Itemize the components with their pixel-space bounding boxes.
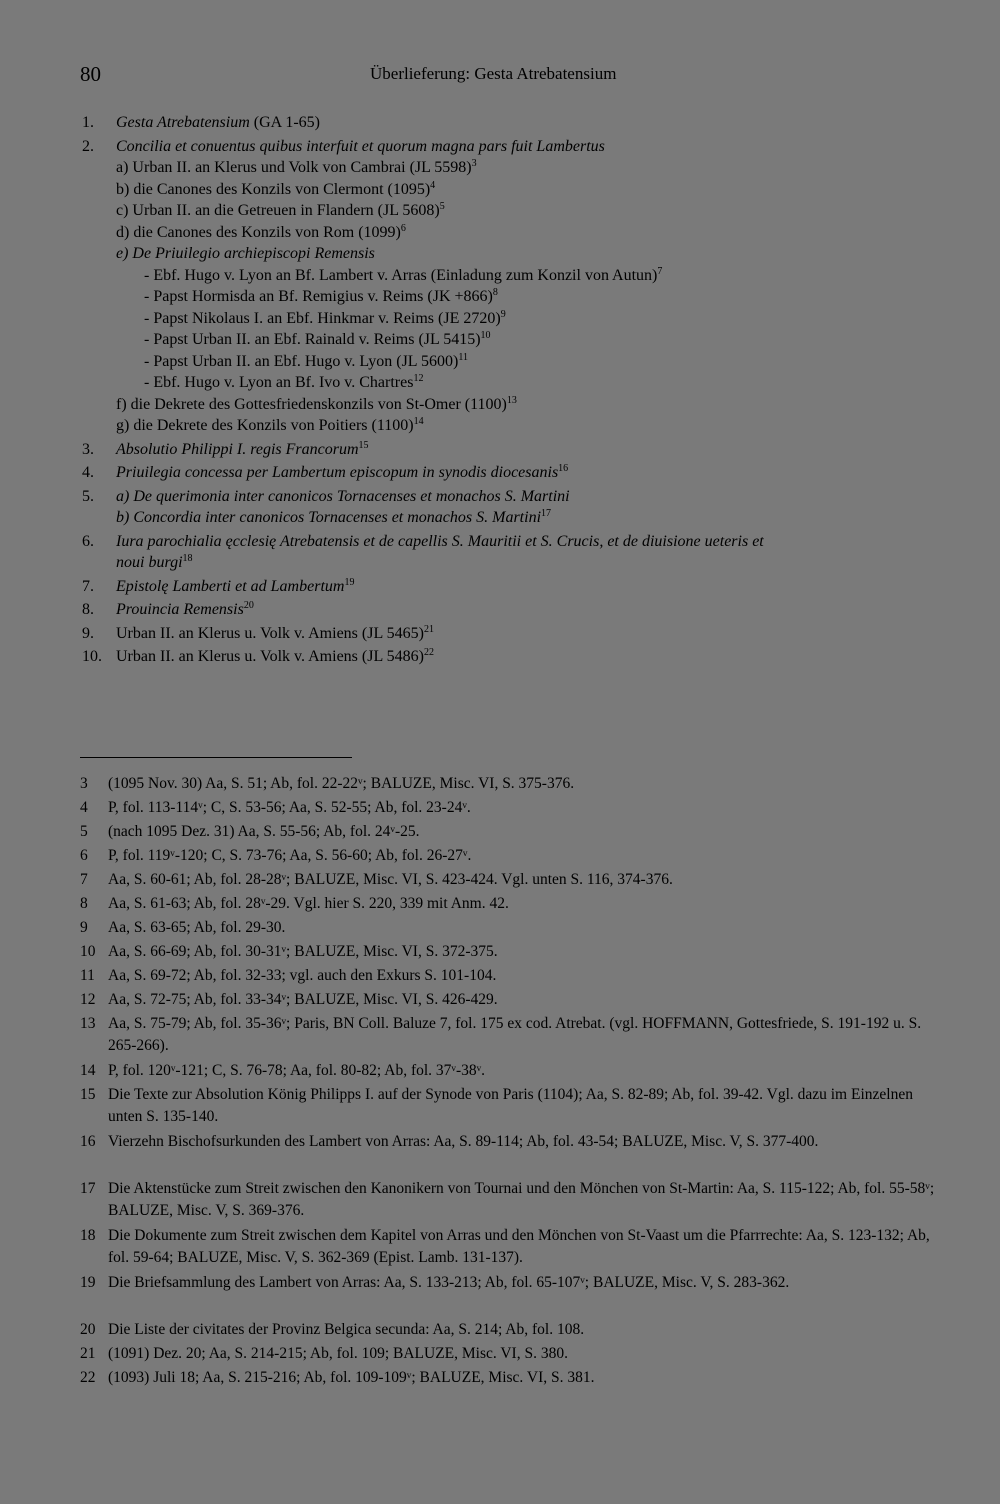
footnote-separator	[80, 757, 352, 758]
toc-entry-title: e) De Priuilegio archiepiscopi Remensis	[116, 245, 375, 262]
toc-entry-text	[116, 415, 424, 436]
footnote-reference: 7	[657, 265, 663, 277]
toc-entry-text	[116, 157, 477, 178]
toc-entry-title: Prouincia Remensis	[116, 601, 244, 618]
footnote-number: 15	[80, 1086, 96, 1103]
toc-entry-number: 7.	[82, 577, 94, 595]
toc-entry-text	[116, 136, 605, 157]
footnote-number: 13	[80, 1015, 96, 1032]
footnote	[80, 1225, 940, 1272]
footnote	[80, 1272, 940, 1319]
toc-entry-number: 5.	[82, 487, 94, 505]
footnote-reference: 14	[413, 416, 424, 427]
toc-entry-text	[116, 507, 551, 528]
footnote-text: Aa, S. 61-63; Ab, fol. 28ᵛ-29. Vgl. hier S. 220, 339 mit Anm. 42.	[108, 895, 509, 912]
footnote	[80, 821, 940, 845]
toc-entry	[82, 552, 932, 574]
footnote	[80, 1343, 940, 1367]
toc-entry	[82, 531, 932, 553]
toc-entry	[82, 329, 932, 351]
footnote-text: (1091) Dez. 20; Aa, S. 214-215; Ab, fol. 109; BALUZE, Misc. VI, S. 380.	[108, 1345, 568, 1362]
toc-entry	[82, 243, 932, 265]
toc-entry-title: a) De querimonia inter canonicos Tornacenses et monachos S. Martini	[116, 487, 570, 505]
footnote-reference: 18	[182, 553, 193, 564]
toc-entry	[82, 439, 932, 461]
footnote-reference: 9	[500, 308, 506, 320]
footnote-number: 22	[80, 1369, 96, 1386]
footnote-reference: 8	[492, 287, 498, 298]
footnote-number: 17	[80, 1180, 96, 1197]
footnote	[80, 893, 940, 917]
footnote	[80, 941, 940, 965]
toc-entry-title: Iura parochialia ęcclesię Atrebatensis et de capellis S. Mauritii et S. Crucis, et de diuisione ueteris et	[116, 532, 764, 550]
toc-entry-text	[116, 623, 434, 644]
footnote-text: P, fol. 113-114ᵛ; C, S. 53-56; Aa, S. 52-55; Ab, fol. 23-24ᵛ.	[108, 799, 471, 816]
footnote-text: (1093) Juli 18; Aa, S. 215-216; Ab, fol. 109-109ᵛ; BALUZE, Misc. VI, S. 381.	[108, 1369, 595, 1386]
footnote	[80, 773, 940, 797]
toc-entry	[82, 157, 932, 179]
toc-entry-text	[116, 200, 445, 221]
toc-entry-title: Epistolę Lamberti et ad Lambertum	[116, 577, 345, 595]
footnote	[80, 917, 940, 941]
toc-entry-title: g) die Dekrete des Konzils von Poitiers (1100)	[116, 417, 414, 434]
toc-entry-number: 6.	[82, 532, 94, 550]
footnote-number: 5	[80, 823, 88, 840]
toc-entry-text	[116, 486, 570, 507]
toc-entry	[82, 351, 932, 373]
toc-entry-text	[116, 394, 517, 415]
page-number: 80	[80, 62, 101, 86]
toc-entry-title: - Papst Urban II. an Ebf. Rainald v. Reims (JL 5415)	[144, 331, 481, 348]
footnote-number: 3	[80, 775, 88, 792]
toc-entry-title: Priuilegia concessa per Lambertum episcopum in synodis diocesanis	[116, 464, 559, 481]
toc-entry	[82, 394, 932, 416]
footnote-text: Aa, S. 69-72; Ab, fol. 32-33; vgl. auch den Exkurs S. 101-104.	[108, 967, 497, 984]
toc-entry-text	[116, 222, 406, 243]
footnote-reference: 21	[423, 623, 434, 635]
running-title: Überlieferung: Gesta Atrebatensium	[370, 64, 617, 83]
toc-entry	[82, 576, 932, 598]
toc-entry-number: 9.	[82, 624, 94, 642]
toc-entry-title: Gesta Atrebatensium	[116, 114, 250, 131]
footnote-number: 10	[80, 943, 96, 960]
toc-entry-text	[144, 351, 468, 372]
footnote-text: P, fol. 120ᵛ-121; C, S. 76-78; Aa, fol. 80-82; Ab, fol. 37ᵛ-38ᵛ.	[108, 1062, 486, 1079]
toc-entry-title: noui burgi	[116, 554, 183, 571]
footnote-number: 14	[80, 1062, 96, 1079]
toc-entry	[82, 623, 932, 645]
footnote	[80, 869, 940, 893]
toc-entry-number: 1.	[82, 114, 94, 131]
toc-entry-text	[116, 646, 434, 667]
footnote-number: 4	[80, 799, 88, 816]
toc-entry-title: f) die Dekrete des Gottesfriedenskonzils von St-Omer (1100)	[116, 395, 507, 413]
footnote-text: Aa, S. 66-69; Ab, fol. 30-31ᵛ; BALUZE, Misc. VI, S. 372-375.	[108, 943, 498, 960]
footnote	[80, 1367, 940, 1391]
footnote-text: Die Liste der civitates der Provinz Belgica secunda: Aa, S. 214; Ab, fol. 108.	[108, 1321, 585, 1338]
toc-entry-text	[116, 531, 764, 552]
toc-entry-number: 2.	[82, 137, 94, 155]
footnote-number: 19	[80, 1274, 96, 1291]
toc-entry-number: 3.	[82, 440, 94, 458]
footnote-text: Aa, S. 75-79; Ab, fol. 35-36ᵛ; Paris, BN Coll. Baluze 7, fol. 175 ex cod. Atrebat. (vgl. HOFFMANN, Gottesfriede, S. 191-192 u. S. 265-266).	[108, 1015, 922, 1054]
footnote	[80, 1084, 940, 1131]
footnote-text: (nach 1095 Dez. 31) Aa, S. 55-56; Ab, fol. 24ᵛ-25.	[108, 823, 420, 840]
footnote-number: 6	[80, 847, 88, 864]
footnote-reference: 11	[458, 351, 468, 363]
toc-entry	[82, 599, 932, 621]
footnote-reference: 3	[471, 158, 477, 169]
toc-entry	[82, 372, 932, 394]
footnote	[80, 1060, 940, 1084]
footnote-text: Die Texte zur Absolution König Philipps I. auf der Synode von Paris (1104); Aa, S. 82-89; Ab, fol. 39-42. Vgl. dazu im Einzelnen unten S. 135-140.	[108, 1086, 913, 1125]
footnote-reference: 16	[558, 463, 569, 474]
footnote-reference: 19	[344, 576, 355, 588]
toc-entry-text	[116, 462, 568, 483]
footnote-text: Aa, S. 72-75; Ab, fol. 33-34ᵛ; BALUZE, Misc. VI, S. 426-429.	[108, 991, 498, 1008]
footnotes	[80, 773, 940, 1391]
toc-entry-text	[116, 576, 354, 597]
footnote-number: 18	[80, 1227, 96, 1244]
footnote-reference: 15	[358, 439, 369, 451]
toc-entry	[82, 308, 932, 330]
toc-entry-text	[116, 599, 254, 620]
footnote-reference: 6	[400, 222, 406, 234]
footnote-text: P, fol. 119ᵛ-120; C, S. 73-76; Aa, S. 56-60; Ab, fol. 26-27ᵛ.	[108, 847, 472, 864]
toc-entry	[82, 222, 932, 244]
toc-entry	[82, 112, 932, 134]
toc-entry-text	[144, 286, 498, 307]
toc-entry-title: d) die Canones des Konzils von Rom (1099)	[116, 223, 401, 241]
footnote-number: 9	[80, 919, 88, 936]
footnote-number: 11	[80, 967, 95, 984]
footnote-text: Die Dokumente zum Streit zwischen dem Kapitel von Arras und den Mönchen von St-Vaast um die Pfarrrechte: Aa, S. 123-132; Ab, fol. 59-64; BALUZE, Misc. V, S. 362-369 (Epist. Lamb. 131-137).	[108, 1227, 930, 1266]
footnote-text: Aa, S. 60-61; Ab, fol. 28-28ᵛ; BALUZE, Misc. VI, S. 423-424. Vgl. unten S. 116, 374-376.	[108, 871, 673, 888]
footnote-text: Die Aktenstücke zum Streit zwischen den Kanonikern von Tournai und den Mönchen von St-Martin: Aa, S. 115-122; Ab, fol. 55-58ᵛ; BALUZE, Misc. V, S. 369-376.	[108, 1180, 935, 1219]
toc-entry-number: 10.	[82, 648, 102, 665]
toc-entry-text	[116, 439, 369, 460]
toc-entry-suffix: (GA 1-65)	[249, 114, 320, 131]
footnote-text: Die Briefsammlung des Lambert von Arras: Aa, S. 133-213; Ab, fol. 65-107ᵛ; BALUZE, Misc. V, S. 283-362.	[108, 1274, 790, 1291]
toc-entry-number: 8.	[82, 601, 94, 618]
toc-entry-title: c) Urban II. an die Getreuen in Flandern (JL 5608)	[116, 202, 440, 219]
toc-entry	[82, 179, 932, 201]
footnote-number: 8	[80, 895, 88, 912]
footnote	[80, 1131, 940, 1178]
toc-entry-title: a) Urban II. an Klerus und Volk von Cambrai (JL 5598)	[116, 159, 472, 176]
footnote-text: Aa, S. 63-65; Ab, fol. 29-30.	[108, 919, 286, 936]
footnote-reference: 4	[430, 179, 436, 191]
footnote-number: 16	[80, 1133, 96, 1150]
footnote-reference: 5	[439, 201, 445, 212]
toc-entry-text	[116, 179, 435, 200]
toc-entry	[82, 286, 932, 308]
footnote-number: 20	[80, 1321, 96, 1338]
footnote-number: 7	[80, 871, 88, 888]
footnote-number: 21	[80, 1345, 96, 1362]
footnote-number: 12	[80, 991, 96, 1008]
toc-entry	[82, 200, 932, 222]
footnote	[80, 1013, 940, 1060]
toc-entry	[82, 136, 932, 158]
toc-entry	[82, 486, 932, 508]
toc-entry-title: Concilia et conuentus quibus interfuit et quorum magna pars fuit Lambertus	[116, 137, 605, 155]
footnote-reference: 12	[413, 373, 424, 384]
footnote	[80, 965, 940, 989]
toc-entry-text	[116, 243, 375, 264]
toc-entry	[82, 646, 932, 668]
toc-entry-text	[144, 308, 506, 329]
toc-entry	[82, 507, 932, 529]
footnote	[80, 845, 940, 869]
footnote	[80, 1319, 940, 1343]
toc-entry	[82, 265, 932, 287]
footnote-reference: 17	[541, 508, 552, 519]
toc-entry-title: - Ebf. Hugo v. Lyon an Bf. Ivo v. Chartres	[144, 374, 414, 391]
toc-entry-title: - Ebf. Hugo v. Lyon an Bf. Lambert v. Arras (Einladung zum Konzil von Autun)	[144, 266, 658, 284]
toc-entry-text	[144, 372, 423, 393]
footnote-reference: 13	[506, 394, 517, 406]
footnote-reference: 22	[423, 647, 434, 658]
toc-entry-title: Urban II. an Klerus u. Volk v. Amiens (JL 5486)	[116, 648, 424, 665]
contents-list	[82, 112, 932, 668]
toc-entry-number: 4.	[82, 464, 94, 481]
footnote	[80, 989, 940, 1013]
page-header	[80, 62, 900, 88]
toc-entry	[82, 462, 932, 484]
toc-entry-text	[144, 329, 491, 350]
footnote	[80, 797, 940, 821]
toc-entry-title: Urban II. an Klerus u. Volk v. Amiens (JL 5465)	[116, 624, 424, 642]
toc-entry-text	[144, 265, 662, 286]
footnote	[80, 1178, 940, 1225]
toc-entry-title: b) die Canones des Konzils von Clermont (1095)	[116, 180, 431, 198]
footnote-text: Vierzehn Bischofsurkunden des Lambert von Arras: Aa, S. 89-114; Ab, fol. 43-54; BALUZE, Misc. V, S. 377-400.	[108, 1133, 819, 1150]
toc-entry-title: Absolutio Philippi I. regis Francorum	[116, 440, 359, 458]
footnote-reference: 20	[243, 600, 254, 611]
toc-entry-title: b) Concordia inter canonicos Tornacenses et monachos S. Martini	[116, 509, 542, 526]
footnote-reference: 10	[480, 330, 491, 341]
footnote-text: (1095 Nov. 30) Aa, S. 51; Ab, fol. 22-22ᵛ; BALUZE, Misc. VI, S. 375-376.	[108, 775, 575, 792]
toc-entry-text	[116, 112, 320, 133]
toc-entry-text	[116, 552, 193, 573]
toc-entry-title: - Papst Hormisda an Bf. Remigius v. Reims (JK +866)	[144, 288, 493, 305]
toc-entry-title: - Papst Urban II. an Ebf. Hugo v. Lyon (JL 5600)	[144, 352, 459, 370]
toc-entry	[82, 415, 932, 437]
toc-entry-title: - Papst Nikolaus I. an Ebf. Hinkmar v. Reims (JE 2720)	[144, 309, 501, 327]
